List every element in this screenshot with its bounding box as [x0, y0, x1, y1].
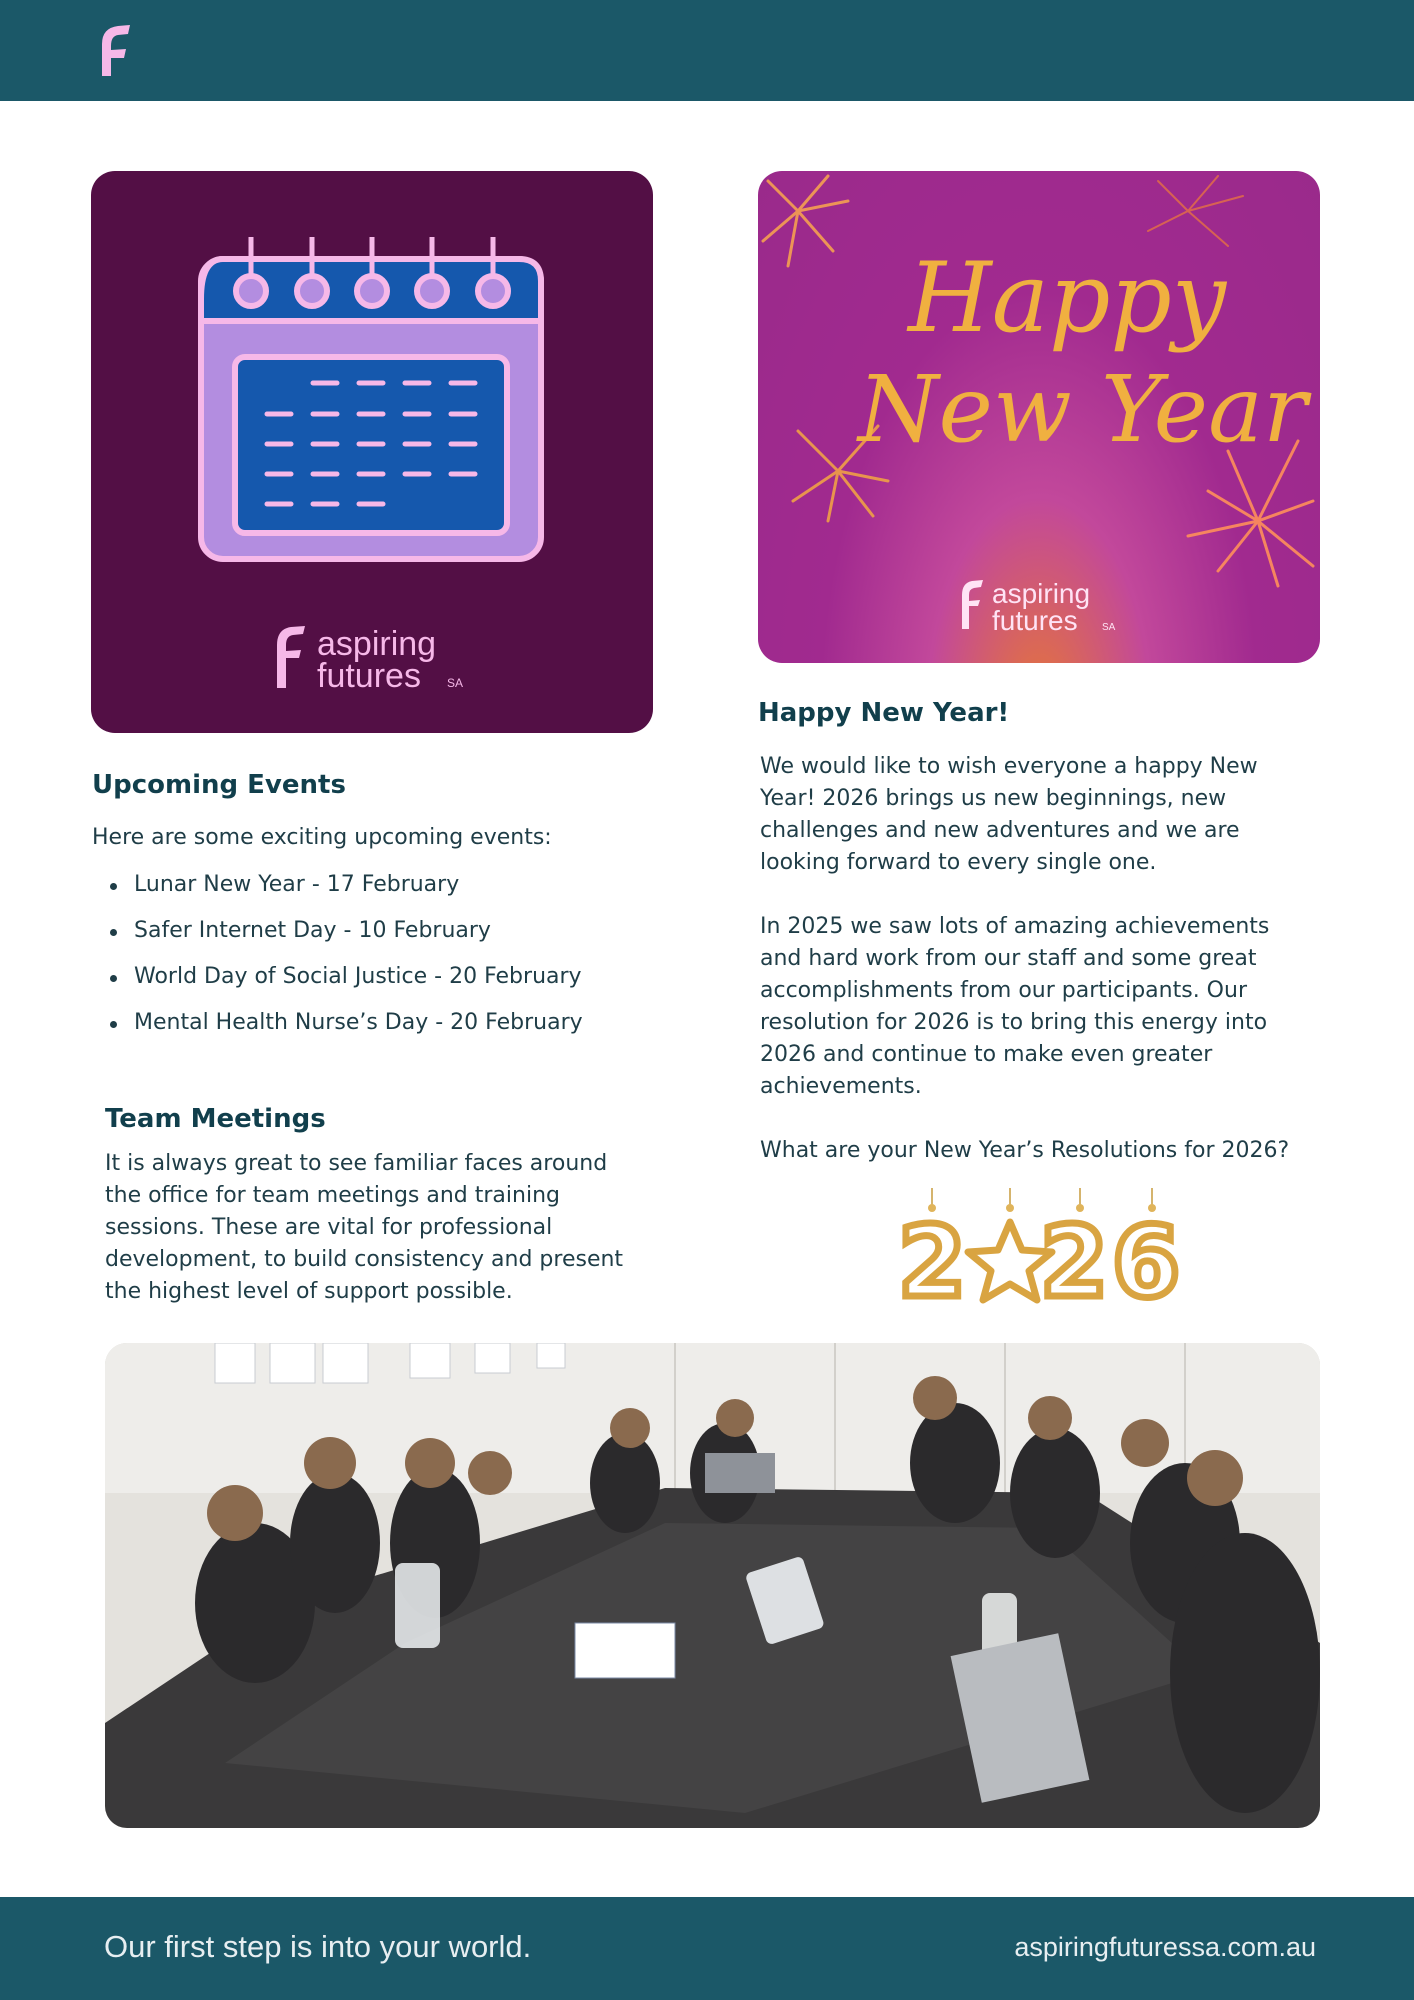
brand-word-futures: futures [317, 657, 421, 695]
brand-word-futures: futures [992, 605, 1078, 636]
team-meetings-heading: Team Meetings [105, 1104, 326, 1134]
brand-suffix: SA [1102, 622, 1116, 633]
list-item: Lunar New Year - 17 February [106, 870, 666, 916]
text-line: Year! 2026 brings us new beginnings, new [760, 786, 1227, 811]
text-line: and hard work from our staff and some great [760, 946, 1257, 971]
happy-new-year-paragraph-1 [760, 751, 1320, 879]
list-item: Mental Health Nurse’s Day - 20 February [106, 1008, 666, 1054]
footer-bar [0, 1897, 1414, 2000]
text-line: challenges and new adventures and we are [760, 818, 1240, 843]
footer-tagline: Our first step is into your world. [104, 1929, 532, 1964]
aspiring-futures-logo-icon[interactable] [96, 20, 136, 80]
happy-new-year-paragraph-2 [760, 911, 1320, 1103]
aspiring-futures-brand-logo [962, 578, 1116, 636]
text-line: the highest level of support possible. [105, 1279, 513, 1304]
svg-text:2: 2 [1040, 1206, 1109, 1306]
brand-word-aspiring: aspiring [992, 578, 1091, 609]
top-header-bar [0, 0, 1414, 101]
text-line: 2026 and continue to make even greater [760, 1042, 1213, 1067]
year-2026-ornament-icon [890, 1188, 1200, 1306]
resolutions-question: What are your New Year’s Resolutions for 2026? [760, 1138, 1290, 1163]
fireworks-graphic [758, 171, 1320, 663]
meeting-room-illustration [105, 1343, 1320, 1828]
text-line: the office for team meetings and training [105, 1183, 560, 1208]
script-new-year: New Year [858, 356, 1307, 463]
team-meeting-photo [105, 1343, 1320, 1828]
svg-text:2: 2 [898, 1206, 967, 1306]
text-line: In 2025 we saw lots of amazing achievements [760, 914, 1270, 939]
calendar-icon [91, 171, 653, 733]
firework-icon [763, 176, 848, 266]
svg-text:6: 6 [1112, 1206, 1181, 1306]
brand-word-aspiring: aspiring [317, 625, 437, 663]
text-line: It is always great to see familiar faces around [105, 1151, 608, 1176]
upcoming-events-list [106, 870, 666, 1054]
brand-suffix: SA [447, 676, 464, 690]
text-line: sessions. These are vital for professional [105, 1215, 553, 1240]
text-line: development, to build consistency and present [105, 1247, 624, 1272]
happy-new-year-heading: Happy New Year! [758, 698, 1010, 728]
text-line: looking forward to every single one. [760, 850, 1157, 875]
upcoming-events-intro: Here are some exciting upcoming events: [92, 825, 552, 850]
list-item: Safer Internet Day - 10 February [106, 916, 666, 962]
website-link[interactable]: aspiringfuturessa.com.au [1014, 1932, 1316, 1962]
calendar-card [91, 171, 653, 733]
script-happy: Happy [908, 242, 1227, 354]
text-line: We would like to wish everyone a happy New [760, 754, 1258, 779]
text-line: resolution for 2026 is to bring this energy into [760, 1010, 1268, 1035]
text-line: achievements. [760, 1074, 922, 1099]
team-meetings-text [105, 1148, 665, 1308]
text-line: accomplishments from our participants. Our [760, 978, 1247, 1003]
happy-new-year-card [758, 171, 1320, 663]
list-item: World Day of Social Justice - 20 February [106, 962, 666, 1008]
upcoming-events-heading: Upcoming Events [92, 770, 346, 800]
aspiring-futures-brand-logo [277, 625, 463, 695]
